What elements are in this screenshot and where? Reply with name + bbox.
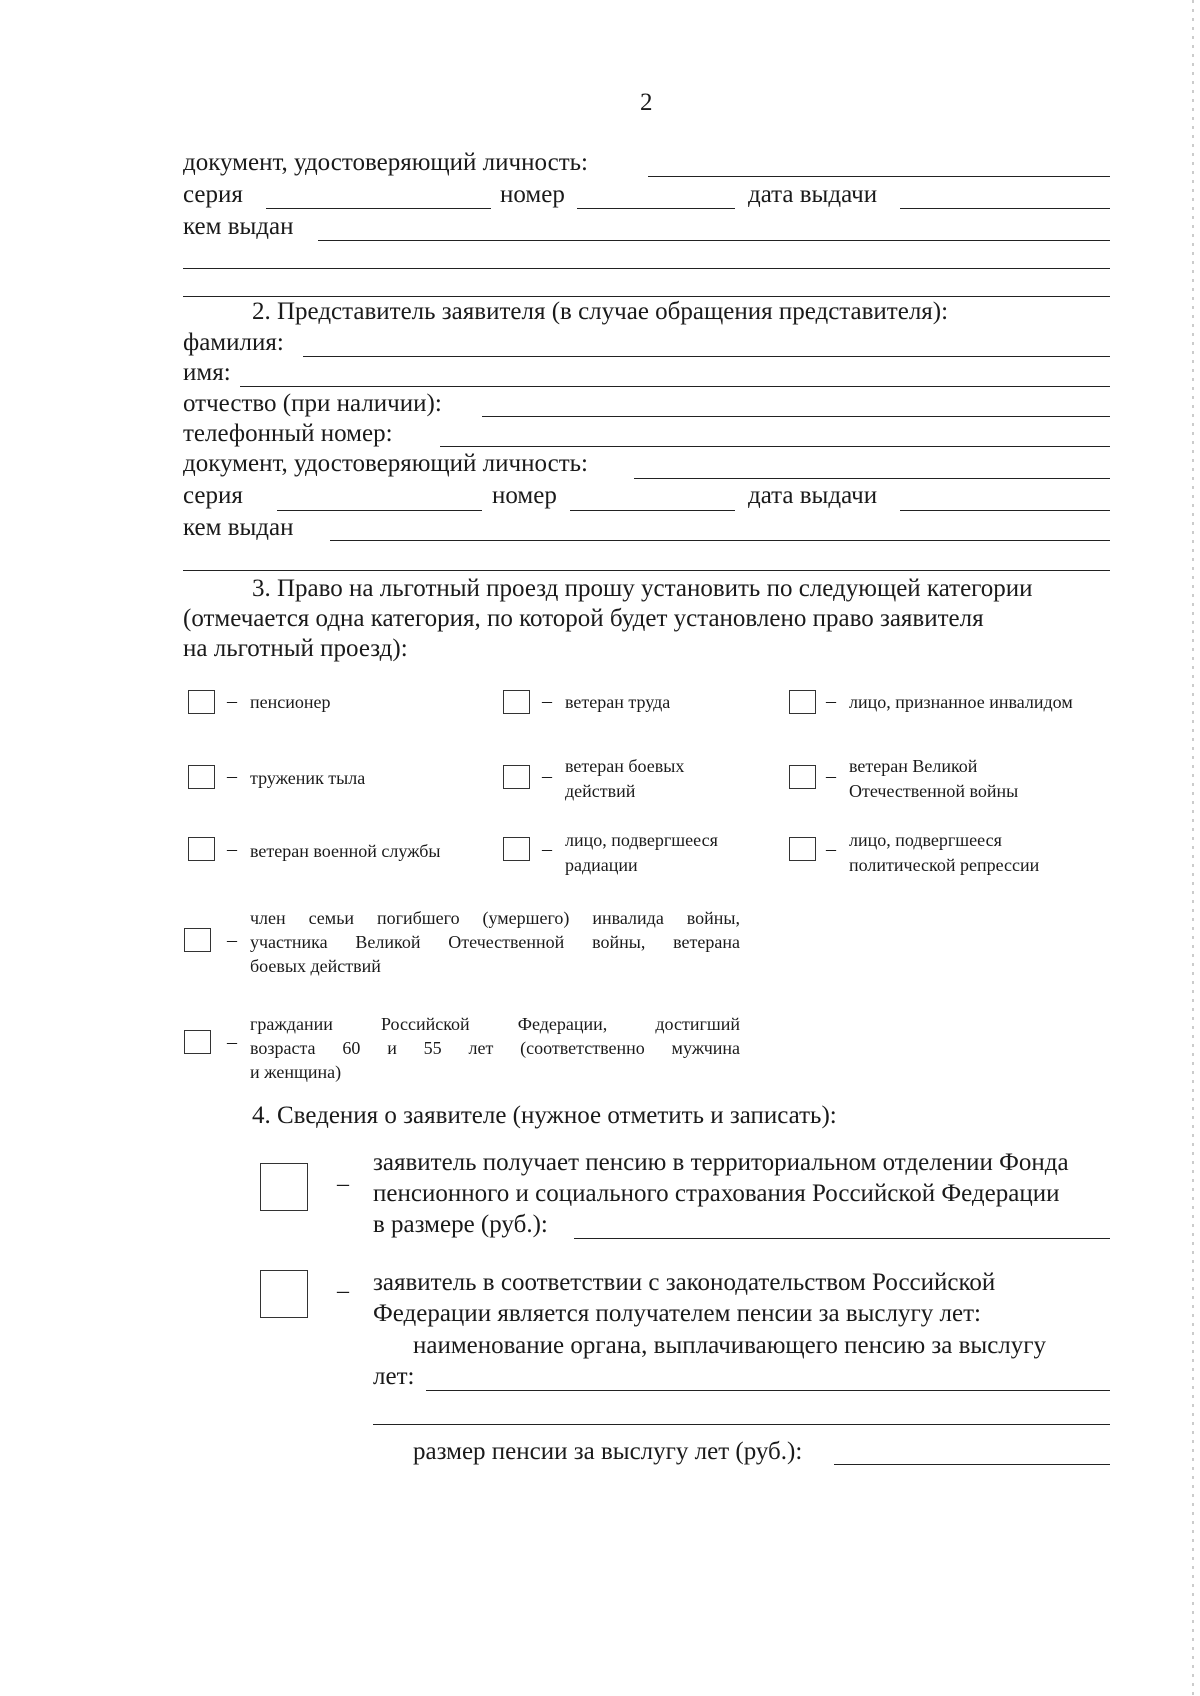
label-combat-veteran-line2: действий — [565, 781, 636, 801]
rep-surname-label: фамилия: — [183, 329, 284, 356]
label-age-line1: граждании Российской Федерации, достигший — [250, 1014, 740, 1034]
checkbox-repression[interactable] — [789, 837, 816, 861]
checkbox-military-veteran[interactable] — [188, 837, 215, 861]
checkbox-ww2-veteran[interactable] — [789, 765, 816, 789]
rep-issue-date-field[interactable] — [900, 510, 1110, 511]
rep-series-label: серия — [183, 482, 243, 509]
label-age-line3: и женщина) — [250, 1062, 342, 1082]
applicant-series-label: серия — [183, 181, 243, 208]
dash: – — [826, 690, 836, 712]
applicant-number-label: номер — [500, 181, 565, 208]
opt2-line3: наименование органа, выплачивающего пенсию за выслугу — [413, 1332, 1047, 1359]
representative-heading: 2. Представитель заявителя (в случае обращения представителя): — [252, 298, 949, 325]
rep-phone-label: телефонный номер: — [183, 420, 393, 447]
label-home-front-worker: труженик тыла — [250, 768, 366, 788]
dash: – — [542, 838, 552, 860]
page-number: 2 — [640, 89, 653, 116]
rep-series-field[interactable] — [277, 510, 482, 511]
label-age-line2: возраста 60 и 55 лет (соответственно мужчина — [250, 1038, 740, 1058]
label-family-member-line3: боевых действий — [250, 956, 381, 976]
section3-line3: на льготный проезд): — [183, 635, 408, 662]
label-radiation-line2: радиации — [565, 855, 638, 875]
rep-patronymic-label: отчество (при наличии): — [183, 390, 442, 417]
dash: – — [542, 765, 552, 787]
dash: – — [227, 929, 237, 951]
label-family-member-line1: член семьи погибшего (умершего) инвалида войны, — [250, 908, 740, 928]
applicant-issue-date-field[interactable] — [900, 208, 1110, 209]
dash: – — [227, 838, 237, 860]
rep-patronymic-field[interactable] — [482, 416, 1110, 417]
label-labor-veteran: ветеран труда — [565, 692, 671, 712]
checkbox-home-front-worker[interactable] — [188, 765, 215, 789]
section3-line1: 3. Право на льготный проезд прошу установить по следующей категории — [252, 575, 1033, 602]
rep-number-field[interactable] — [570, 510, 735, 511]
rep-number-label: номер — [492, 482, 557, 509]
checkbox-age[interactable] — [184, 1030, 211, 1054]
section4-heading: 4. Сведения о заявителе (нужное отметить и записать): — [252, 1102, 837, 1129]
opt1-line2: пенсионного и социального страхования Российской Федерации — [373, 1180, 1060, 1207]
pension-amount-field[interactable] — [574, 1238, 1110, 1239]
dash: – — [337, 1278, 349, 1304]
rep-doc-label: документ, удостоверяющий личность: — [183, 450, 588, 477]
rep-issued-by-field[interactable] — [330, 540, 1110, 541]
label-family-member-line2: участника Великой Отечественной войны, ветерана — [250, 932, 740, 952]
rep-issued-by-field-2[interactable] — [183, 570, 1110, 571]
applicant-doc-label: документ, удостоверяющий личность: — [183, 149, 588, 176]
label-pensioner: пенсионер — [250, 692, 331, 712]
opt2-line2: Федерации является получателем пенсии за выслугу лет: — [373, 1300, 981, 1327]
section3-line2: (отмечается одна категория, по которой будет установлено право заявителя — [183, 605, 984, 632]
label-ww2-veteran-line2: Отечественной войны — [849, 781, 1019, 801]
label-military-veteran: ветеран военной службы — [250, 841, 441, 861]
dash: – — [542, 690, 552, 712]
opt2-line1: заявитель в соответствии с законодательством Российской — [373, 1269, 996, 1296]
dash: – — [826, 838, 836, 860]
label-repression-line2: политической репрессии — [849, 855, 1040, 875]
paying-body-field[interactable] — [426, 1390, 1110, 1391]
scan-edge — [1192, 0, 1194, 1696]
rep-issued-by-label: кем выдан — [183, 514, 294, 541]
rep-issue-date-label: дата выдачи — [748, 482, 878, 509]
label-repression-line1: лицо, подвергшееся — [849, 830, 1002, 850]
opt1-line1: заявитель получает пенсию в территориальном отделении Фонда — [373, 1149, 1069, 1176]
dash: – — [227, 690, 237, 712]
checkbox-family-member[interactable] — [184, 928, 211, 952]
checkbox-radiation[interactable] — [503, 837, 530, 861]
applicant-issued-by-field-2[interactable] — [183, 268, 1110, 269]
dash: – — [227, 1031, 237, 1053]
checkbox-disabled[interactable] — [789, 690, 816, 714]
rep-doc-field[interactable] — [634, 478, 1110, 479]
applicant-number-field[interactable] — [577, 208, 735, 209]
applicant-issued-by-field[interactable] — [318, 240, 1110, 241]
dash: – — [337, 1171, 349, 1197]
checkbox-pensioner[interactable] — [188, 690, 215, 714]
paying-body-field-2[interactable] — [373, 1424, 1110, 1425]
opt2-line4: лет: — [373, 1363, 415, 1390]
rep-name-label: имя: — [183, 359, 231, 386]
applicant-doc-field[interactable] — [648, 176, 1110, 177]
checkbox-combat-veteran[interactable] — [503, 765, 530, 789]
checkbox-service-pension[interactable] — [260, 1270, 308, 1318]
opt1-line3: в размере (руб.): — [373, 1211, 548, 1238]
checkbox-labor-veteran[interactable] — [503, 690, 530, 714]
label-radiation-line1: лицо, подвергшееся — [565, 830, 718, 850]
applicant-issue-date-label: дата выдачи — [748, 181, 878, 208]
label-disabled: лицо, признанное инвалидом — [849, 692, 1073, 712]
rep-phone-field[interactable] — [440, 446, 1110, 447]
opt2-amount-label: размер пенсии за выслугу лет (руб.): — [413, 1438, 803, 1465]
label-combat-veteran-line1: ветеран боевых — [565, 756, 685, 776]
service-pension-amount-field[interactable] — [834, 1464, 1110, 1465]
applicant-issued-by-label: кем выдан — [183, 213, 294, 240]
dash: – — [826, 765, 836, 787]
rep-surname-field[interactable] — [303, 356, 1110, 357]
checkbox-receives-pension[interactable] — [260, 1163, 308, 1211]
rep-name-field[interactable] — [240, 386, 1110, 387]
dash: – — [227, 765, 237, 787]
applicant-series-field[interactable] — [266, 208, 491, 209]
label-ww2-veteran-line1: ветеран Великой — [849, 756, 978, 776]
